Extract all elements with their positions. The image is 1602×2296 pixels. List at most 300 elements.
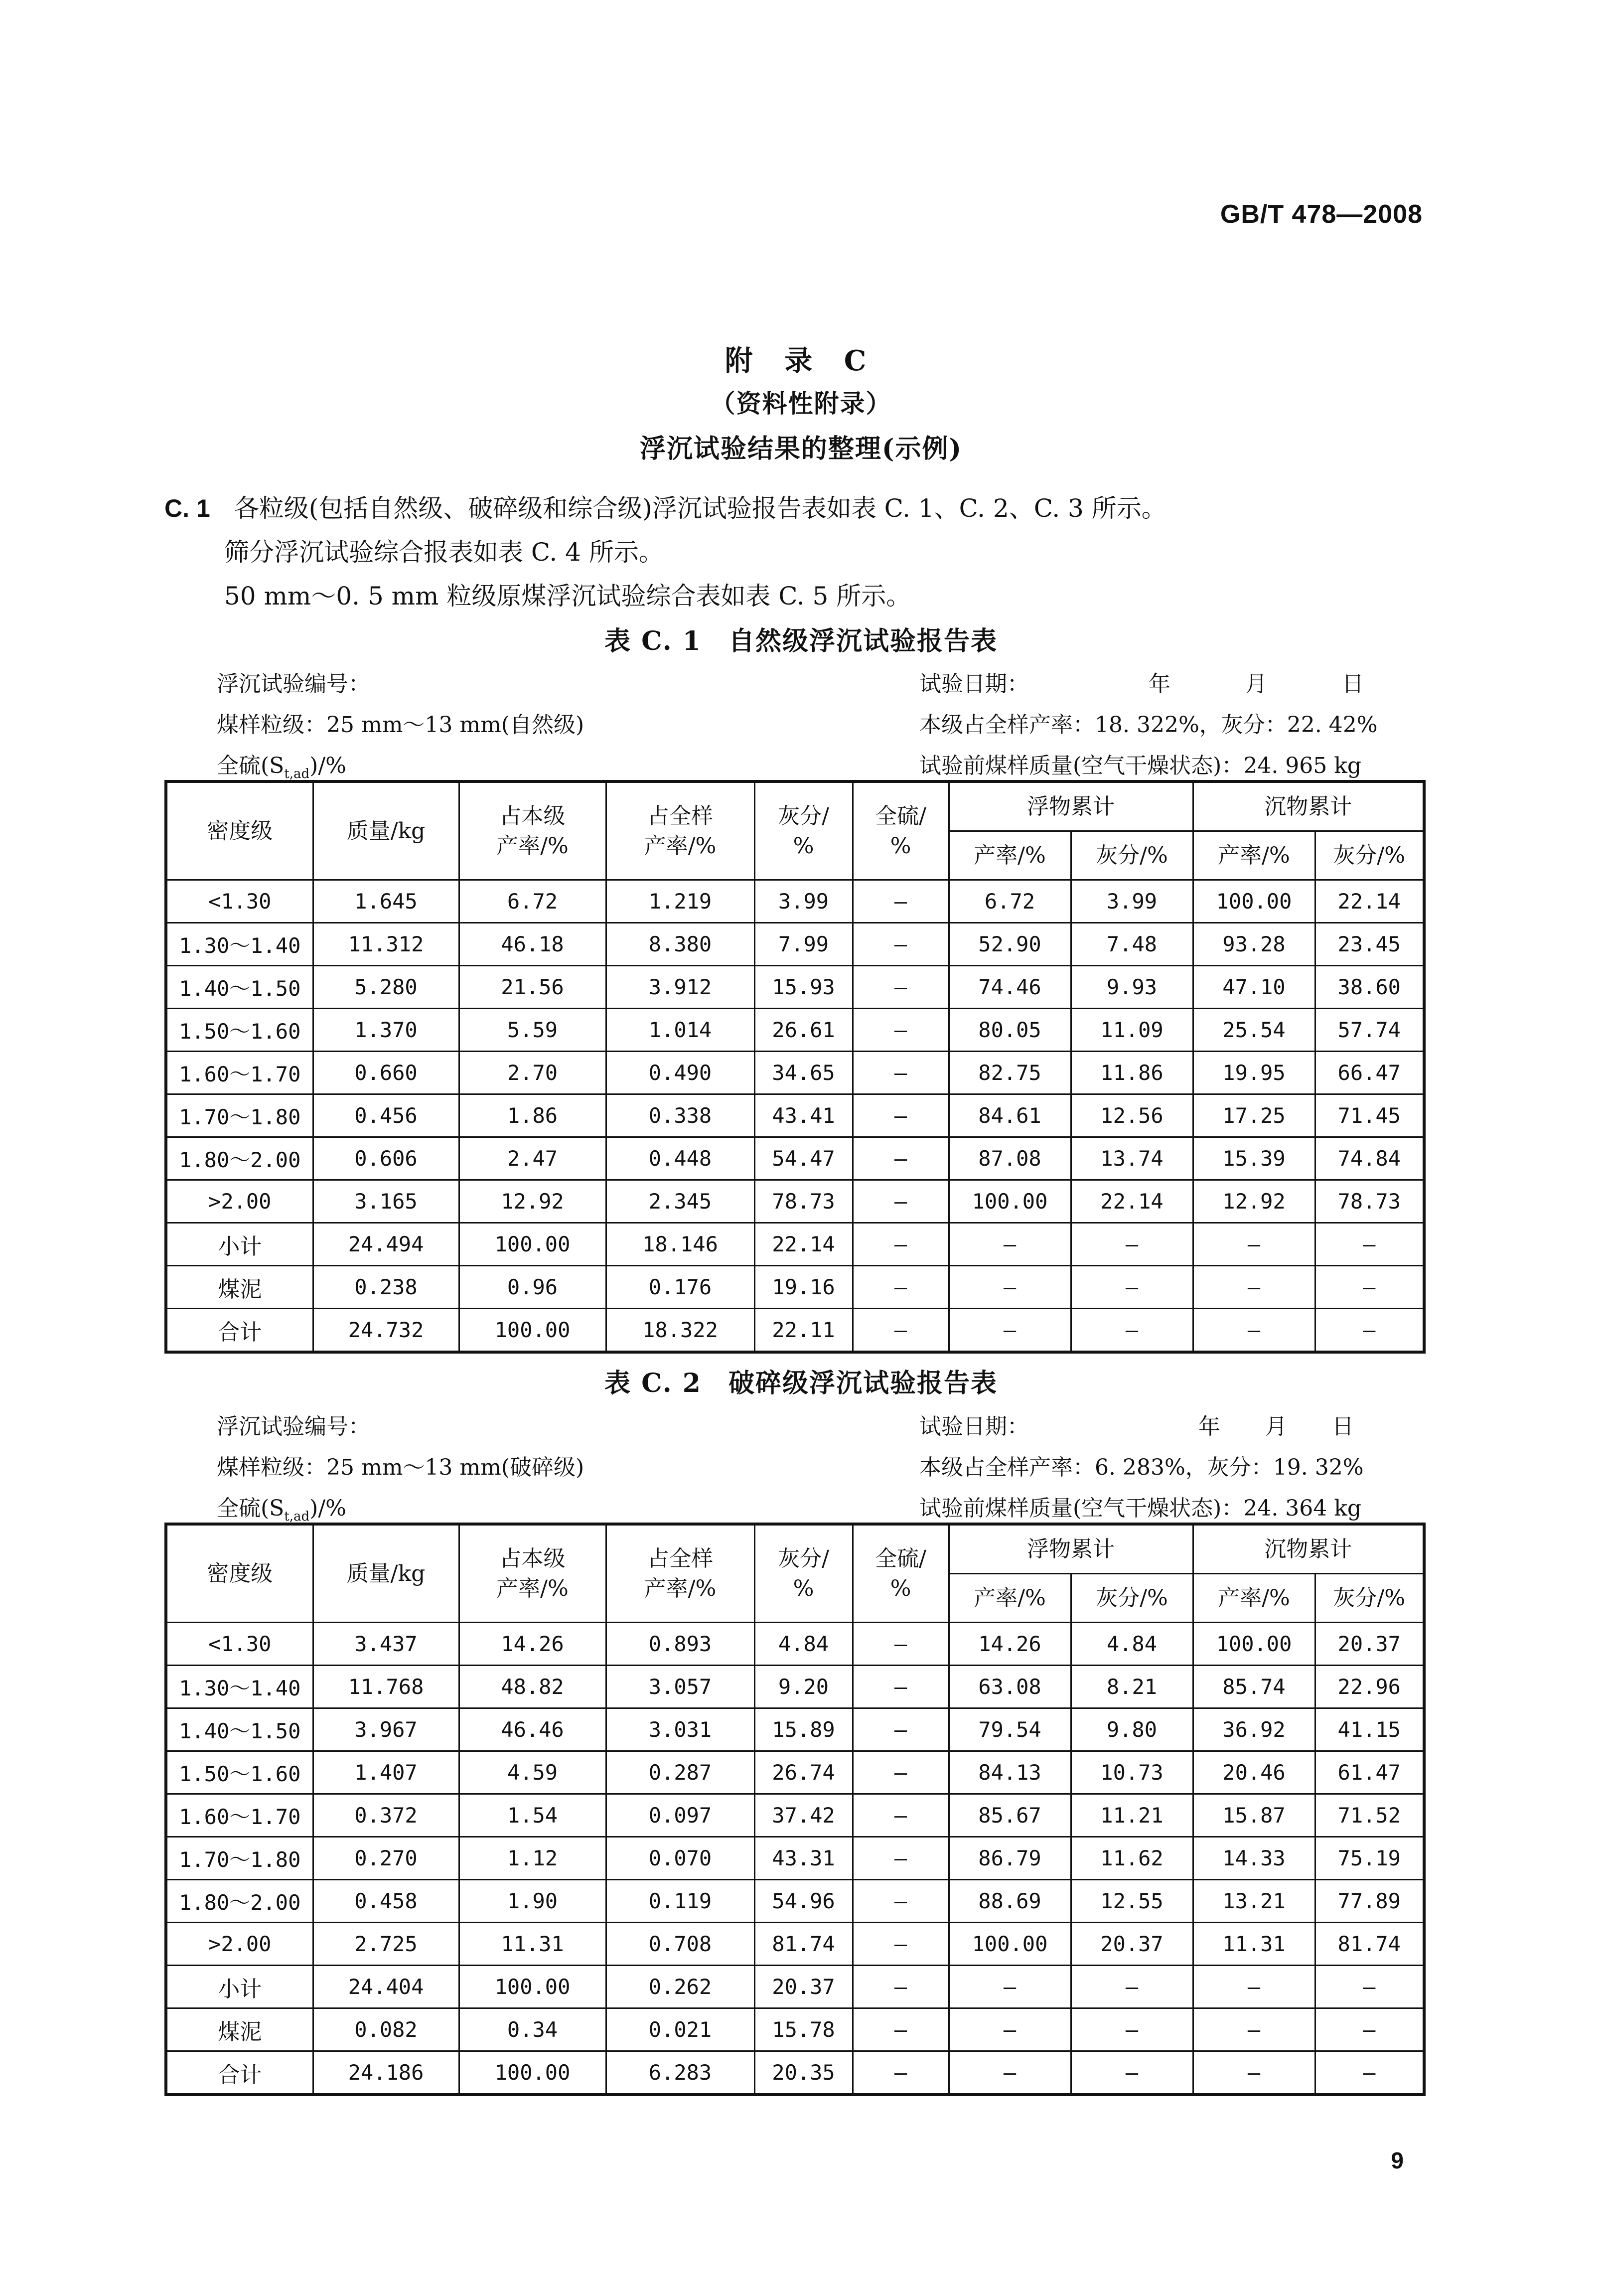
table-cell: 34.65 — [754, 1052, 853, 1094]
table-cell: 93.28 — [1193, 923, 1315, 966]
table-cell: 13.21 — [1193, 1880, 1315, 1923]
table-cell: 11.312 — [313, 923, 459, 966]
row-label: 合计 — [166, 2051, 313, 2095]
table-cell: 81.74 — [1315, 1923, 1424, 1966]
table-cell: 63.08 — [949, 1666, 1071, 1708]
table-cell: 3.165 — [313, 1180, 459, 1223]
table1-sulfur-label — [217, 748, 346, 781]
table-cell: — — [949, 1966, 1071, 2008]
table2-test-date-label: 试验日期： — [919, 1414, 1029, 1439]
document-code: GB/T 478—2008 — [1220, 200, 1423, 229]
table-cell: 5.280 — [313, 966, 459, 1009]
table-cell: — — [853, 1180, 949, 1223]
table-cell: 0.176 — [606, 1266, 754, 1309]
table-cell: 14.26 — [459, 1623, 606, 1666]
table-cell: 11.62 — [1071, 1837, 1193, 1880]
table-cell: 6.72 — [949, 880, 1071, 923]
table-cell: 26.61 — [754, 1009, 853, 1052]
table-cell: 20.46 — [1193, 1751, 1315, 1794]
table-cell: — — [853, 1052, 949, 1094]
table-cell: 81.74 — [754, 1923, 853, 1966]
table-row — [166, 1094, 1424, 1137]
table-cell: — — [853, 1223, 949, 1266]
table-cell: 10.73 — [1071, 1751, 1193, 1794]
table-cell: 2.345 — [606, 1180, 754, 1223]
table-cell: 1.370 — [313, 1009, 459, 1052]
table-cell: — — [853, 1837, 949, 1880]
table-row — [166, 1309, 1424, 1353]
table-cell: — — [1071, 1966, 1193, 2008]
table-cell: 77.89 — [1315, 1880, 1424, 1923]
table-cell: 66.47 — [1315, 1052, 1424, 1094]
table-cell: 78.73 — [754, 1180, 853, 1223]
table-cell: — — [853, 1666, 949, 1708]
header-sulfur: 全硫/ % — [853, 1524, 949, 1623]
header-float-yield: 产率/% — [949, 831, 1071, 880]
table-cell: 9.20 — [754, 1666, 853, 1708]
table-cell: — — [1315, 1266, 1424, 1309]
table1-month: 月 — [1245, 671, 1267, 697]
row-label: 1.40～1.50 — [166, 966, 313, 1009]
table-cell: 20.35 — [754, 2051, 853, 2095]
row-label: 1.40～1.50 — [166, 1708, 313, 1751]
table-cell: — — [853, 2008, 949, 2051]
row-label: 1.70～1.80 — [166, 1837, 313, 1880]
header-float-yield: 产率/% — [949, 1574, 1071, 1623]
table-row — [166, 1966, 1424, 2008]
table-cell: 0.372 — [313, 1794, 459, 1837]
table-cell: 3.99 — [1071, 880, 1193, 923]
table2-sulfur-label — [217, 1490, 346, 1524]
table-cell: — — [853, 1623, 949, 1666]
table-cell: 18.322 — [606, 1309, 754, 1353]
table-cell: 61.47 — [1315, 1751, 1424, 1794]
table-cell: 84.61 — [949, 1094, 1071, 1137]
header-mass: 质量/kg — [313, 781, 459, 880]
table-cell: 24.404 — [313, 1966, 459, 2008]
table-cell: 22.96 — [1315, 1666, 1424, 1708]
table-cell: 5.59 — [459, 1009, 606, 1052]
table-cell: 100.00 — [459, 2051, 606, 2095]
table1-year: 年 — [1149, 671, 1170, 697]
table-cell: 3.437 — [313, 1623, 459, 1666]
table-cell: — — [853, 1751, 949, 1794]
table-cell: — — [853, 1966, 949, 2008]
table-cell: 20.37 — [1071, 1923, 1193, 1966]
table-cell: 15.39 — [1193, 1137, 1315, 1180]
table-cell: 0.490 — [606, 1052, 754, 1094]
table-cell: — — [1315, 1966, 1424, 2008]
table-cell: 57.74 — [1315, 1009, 1424, 1052]
table-row — [166, 1180, 1424, 1223]
row-label: 1.30～1.40 — [166, 923, 313, 966]
clause-line-3: 50 mm～0. 5 mm 粒级原煤浮沉试验综合表如表 C. 5 所示。 — [224, 582, 911, 611]
header-level-yield: 占本级 产率/% — [459, 781, 606, 880]
table2 — [164, 1523, 1426, 2096]
table-cell: — — [853, 1923, 949, 1966]
table2-pre-mass: 试验前煤样质量(空气干燥状态)：24. 364 kg — [919, 1496, 1362, 1521]
table-row — [166, 1923, 1424, 1966]
header-total-yield: 占全样 产率/% — [606, 781, 754, 880]
table-cell: 11.768 — [313, 1666, 459, 1708]
header-sink-yield: 产率/% — [1193, 1574, 1315, 1623]
table-cell: 3.912 — [606, 966, 754, 1009]
table-cell: — — [853, 966, 949, 1009]
table-cell: 26.74 — [754, 1751, 853, 1794]
table-cell: 71.45 — [1315, 1094, 1424, 1137]
table-cell: 0.34 — [459, 2008, 606, 2051]
table-cell: 1.86 — [459, 1094, 606, 1137]
row-label: 1.80～2.00 — [166, 1880, 313, 1923]
table-cell: — — [853, 1309, 949, 1353]
table-cell: 15.93 — [754, 966, 853, 1009]
table-cell: 22.14 — [1071, 1180, 1193, 1223]
header-sink-cum: 沉物累计 — [1193, 781, 1424, 831]
header-float-ash: 灰分/% — [1071, 1574, 1193, 1623]
table-cell: 88.69 — [949, 1880, 1071, 1923]
table1-test-date-label: 试验日期： — [919, 671, 1029, 697]
clause-number: C. 1 — [164, 494, 210, 522]
table-cell: 79.54 — [949, 1708, 1071, 1751]
table-cell: 3.967 — [313, 1708, 459, 1751]
table-cell: — — [1193, 1966, 1315, 2008]
table-cell: — — [853, 1266, 949, 1309]
table-row — [166, 923, 1424, 966]
table-cell: 1.645 — [313, 880, 459, 923]
row-label: 1.30～1.40 — [166, 1666, 313, 1708]
table-cell: — — [1193, 1223, 1315, 1266]
table-cell: 100.00 — [949, 1180, 1071, 1223]
table-cell: 24.494 — [313, 1223, 459, 1266]
table-cell: 0.448 — [606, 1137, 754, 1180]
table-cell: 20.37 — [1315, 1623, 1424, 1666]
table-cell: 52.90 — [949, 923, 1071, 966]
table2-test-date — [919, 1408, 1354, 1440]
appendix-title: 附 录 C — [725, 344, 877, 377]
table-cell: — — [949, 1266, 1071, 1309]
header-level-yield: 占本级 产率/% — [459, 1524, 606, 1623]
row-label: 1.60～1.70 — [166, 1794, 313, 1837]
table2-title: 表 C. 2 破碎级浮沉试验报告表 — [604, 1368, 998, 1398]
table-cell: 7.48 — [1071, 923, 1193, 966]
header-float-cum: 浮物累计 — [949, 1524, 1193, 1574]
table-row — [166, 1266, 1424, 1309]
table1-sulfur-unit: )/% — [309, 753, 346, 778]
header-density: 密度级 — [166, 781, 313, 880]
table-cell: — — [853, 1009, 949, 1052]
table-cell: 0.082 — [313, 2008, 459, 2051]
row-label: 合计 — [166, 1309, 313, 1353]
clause-line-1 — [164, 488, 1166, 524]
table1 — [164, 780, 1426, 1354]
table1-test-date — [919, 666, 1364, 698]
header-mass: 质量/kg — [313, 1524, 459, 1623]
table-cell: 1.407 — [313, 1751, 459, 1794]
table-cell: 0.119 — [606, 1880, 754, 1923]
table-cell: 2.70 — [459, 1052, 606, 1094]
table-cell: — — [1193, 1309, 1315, 1353]
row-label: >2.00 — [166, 1923, 313, 1966]
table-cell: 15.89 — [754, 1708, 853, 1751]
table-cell: 36.92 — [1193, 1708, 1315, 1751]
table-cell: 0.708 — [606, 1923, 754, 1966]
table-cell: 1.12 — [459, 1837, 606, 1880]
table-cell: 12.56 — [1071, 1094, 1193, 1137]
table-cell: — — [853, 1094, 949, 1137]
table-cell: 20.37 — [754, 1966, 853, 2008]
table-cell: 0.456 — [313, 1094, 459, 1137]
table2-share: 本级占全样产率：6. 283%，灰分：19. 32% — [919, 1455, 1364, 1480]
table-cell: — — [1315, 2008, 1424, 2051]
table-cell: — — [949, 2008, 1071, 2051]
table-cell: — — [1071, 2051, 1193, 2095]
table-cell: 82.75 — [949, 1052, 1071, 1094]
table-row — [166, 966, 1424, 1009]
table-row — [166, 880, 1424, 923]
table-cell: 0.097 — [606, 1794, 754, 1837]
row-label: 1.60～1.70 — [166, 1052, 313, 1094]
table-cell: 6.72 — [459, 880, 606, 923]
table-cell: 100.00 — [459, 1223, 606, 1266]
table-cell: — — [853, 1880, 949, 1923]
table2-sulfur-unit: )/% — [309, 1496, 346, 1521]
table-cell: 1.219 — [606, 880, 754, 923]
clause-text-1: 各粒级(包括自然级、破碎级和综合级)浮沉试验报告表如表 C. 1、C. 2、C. 3 所示。 — [234, 494, 1166, 523]
table-cell: 4.59 — [459, 1751, 606, 1794]
table-cell: 21.56 — [459, 966, 606, 1009]
row-label: 煤泥 — [166, 1266, 313, 1309]
row-label: >2.00 — [166, 1180, 313, 1223]
table-cell: 1.014 — [606, 1009, 754, 1052]
table-cell: 17.25 — [1193, 1094, 1315, 1137]
table-cell: 38.60 — [1315, 966, 1424, 1009]
table-cell: 3.99 — [754, 880, 853, 923]
row-label: 煤泥 — [166, 2008, 313, 2051]
table-cell: 37.42 — [754, 1794, 853, 1837]
table1-size: 煤样粒级：25 mm～13 mm(自然级) — [217, 712, 584, 738]
table-cell: — — [1315, 1309, 1424, 1353]
row-label: 1.50～1.60 — [166, 1751, 313, 1794]
table-cell: 43.31 — [754, 1837, 853, 1880]
table-row — [166, 1708, 1424, 1751]
table2-body — [166, 1623, 1424, 2095]
table-cell: 0.262 — [606, 1966, 754, 2008]
table1-body — [166, 880, 1424, 1353]
table-cell: — — [1193, 2051, 1315, 2095]
table-cell: 24.732 — [313, 1309, 459, 1353]
table-cell: 23.45 — [1315, 923, 1424, 966]
table-cell: 19.95 — [1193, 1052, 1315, 1094]
header-ash: 灰分/ % — [754, 781, 853, 880]
table-cell: — — [1071, 1309, 1193, 1353]
table-cell: 14.26 — [949, 1623, 1071, 1666]
table-cell: 54.47 — [754, 1137, 853, 1180]
table-cell: 0.458 — [313, 1880, 459, 1923]
table-cell: 75.19 — [1315, 1837, 1424, 1880]
table-cell: — — [1193, 2008, 1315, 2051]
table-cell: 11.31 — [459, 1923, 606, 1966]
table-cell: 43.41 — [754, 1094, 853, 1137]
row-label: 1.70～1.80 — [166, 1094, 313, 1137]
table2-day: 日 — [1332, 1414, 1354, 1439]
table-cell: 4.84 — [1071, 1623, 1193, 1666]
header-sink-ash: 灰分/% — [1315, 1574, 1424, 1623]
page-number: 9 — [1391, 2147, 1404, 2173]
table-row — [166, 1794, 1424, 1837]
table-cell: 22.14 — [1315, 880, 1424, 923]
header-sink-yield: 产率/% — [1193, 831, 1315, 880]
table-row — [166, 2008, 1424, 2051]
table-cell: 46.18 — [459, 923, 606, 966]
table-row — [166, 1751, 1424, 1794]
table-cell: 71.52 — [1315, 1794, 1424, 1837]
table-cell: 1.90 — [459, 1880, 606, 1923]
table-cell: 100.00 — [1193, 880, 1315, 923]
table-cell: 11.31 — [1193, 1923, 1315, 1966]
table-cell: 100.00 — [459, 1309, 606, 1353]
table-cell: 0.660 — [313, 1052, 459, 1094]
table-cell: 48.82 — [459, 1666, 606, 1708]
table-row — [166, 1623, 1424, 1666]
header-sink-cum: 沉物累计 — [1193, 1524, 1424, 1574]
table-cell: 84.13 — [949, 1751, 1071, 1794]
table-cell: 47.10 — [1193, 966, 1315, 1009]
table-cell: — — [949, 1309, 1071, 1353]
table-cell: 41.15 — [1315, 1708, 1424, 1751]
table-cell: 85.67 — [949, 1794, 1071, 1837]
table-cell: 74.84 — [1315, 1137, 1424, 1180]
table-cell: 0.070 — [606, 1837, 754, 1880]
table-cell: 7.99 — [754, 923, 853, 966]
table-cell: 8.21 — [1071, 1666, 1193, 1708]
table-cell: 11.21 — [1071, 1794, 1193, 1837]
table-cell: 9.93 — [1071, 966, 1193, 1009]
table-cell: 11.86 — [1071, 1052, 1193, 1094]
header-total-yield: 占全样 产率/% — [606, 1524, 754, 1623]
table-cell: — — [1193, 1266, 1315, 1309]
table1-sulfur-symbol: 全硫(S — [217, 753, 285, 778]
table2-year: 年 — [1198, 1414, 1220, 1439]
table-row — [166, 1880, 1424, 1923]
table-cell: 8.380 — [606, 923, 754, 966]
table2-test-no: 浮沉试验编号： — [217, 1414, 370, 1439]
row-label: <1.30 — [166, 1623, 313, 1666]
table-cell: 0.238 — [313, 1266, 459, 1309]
table-cell: — — [1071, 1223, 1193, 1266]
row-label: 小计 — [166, 1223, 313, 1266]
table-cell: 9.80 — [1071, 1708, 1193, 1751]
table-cell: 15.87 — [1193, 1794, 1315, 1837]
table1-title: 表 C. 1 自然级浮沉试验报告表 — [604, 626, 998, 656]
appendix-main-title: 浮沉试验结果的整理(示例) — [639, 434, 963, 464]
table-row — [166, 1837, 1424, 1880]
table2-sulfur-symbol: 全硫(S — [217, 1496, 285, 1521]
table-cell: — — [853, 923, 949, 966]
table-cell: — — [853, 1794, 949, 1837]
table-cell: 86.79 — [949, 1837, 1071, 1880]
table-cell: 0.96 — [459, 1266, 606, 1309]
header-sink-ash: 灰分/% — [1315, 831, 1424, 880]
table-cell: 87.08 — [949, 1137, 1071, 1180]
table-cell: 3.031 — [606, 1708, 754, 1751]
table2-sulfur-subscript: t,ad — [284, 1509, 310, 1524]
table-cell: 22.11 — [754, 1309, 853, 1353]
table-cell: 0.338 — [606, 1094, 754, 1137]
table-cell: 13.74 — [1071, 1137, 1193, 1180]
table2-size: 煤样粒级：25 mm～13 mm(破碎级) — [217, 1455, 584, 1480]
table-cell: 18.146 — [606, 1223, 754, 1266]
table-cell: — — [853, 2051, 949, 2095]
table-cell: — — [1071, 2008, 1193, 2051]
table-row — [166, 1052, 1424, 1094]
table-cell: 4.84 — [754, 1623, 853, 1666]
table-cell: 0.287 — [606, 1751, 754, 1794]
table-cell: 12.92 — [1193, 1180, 1315, 1223]
clause-line-2: 筛分浮沉试验综合报表如表 C. 4 所示。 — [224, 538, 664, 567]
table-cell: — — [853, 880, 949, 923]
table-cell: 100.00 — [949, 1923, 1071, 1966]
table-cell: 19.16 — [754, 1266, 853, 1309]
table-row — [166, 1137, 1424, 1180]
appendix-subtitle: （资料性附录） — [710, 389, 892, 418]
table-cell: 1.54 — [459, 1794, 606, 1837]
table-cell: — — [853, 1137, 949, 1180]
table-cell: 78.73 — [1315, 1180, 1424, 1223]
table-row — [166, 1223, 1424, 1266]
table-cell: 12.92 — [459, 1180, 606, 1223]
table-cell: 2.47 — [459, 1137, 606, 1180]
table1-sulfur-subscript: t,ad — [284, 766, 310, 781]
table-cell: 0.606 — [313, 1137, 459, 1180]
table-cell: 80.05 — [949, 1009, 1071, 1052]
table-row — [166, 1009, 1424, 1052]
table-cell: 24.186 — [313, 2051, 459, 2095]
table-cell: 12.55 — [1071, 1880, 1193, 1923]
table-cell: 22.14 — [754, 1223, 853, 1266]
row-label: 1.50～1.60 — [166, 1009, 313, 1052]
table-cell: 54.96 — [754, 1880, 853, 1923]
table1-share: 本级占全样产率：18. 322%，灰分：22. 42% — [919, 712, 1378, 738]
table-cell: — — [1315, 2051, 1424, 2095]
table-row — [166, 2051, 1424, 2095]
table-cell: — — [1071, 1266, 1193, 1309]
row-label: 小计 — [166, 1966, 313, 2008]
table1-pre-mass: 试验前煤样质量(空气干燥状态)：24. 965 kg — [919, 753, 1362, 778]
table1-test-no: 浮沉试验编号： — [217, 671, 370, 697]
table-cell: 100.00 — [1193, 1623, 1315, 1666]
table2-month: 月 — [1265, 1414, 1287, 1439]
table-cell: 14.33 — [1193, 1837, 1315, 1880]
header-density: 密度级 — [166, 1524, 313, 1623]
row-label: 1.80～2.00 — [166, 1137, 313, 1180]
table-cell: 15.78 — [754, 2008, 853, 2051]
table-cell: 0.893 — [606, 1623, 754, 1666]
header-float-ash: 灰分/% — [1071, 831, 1193, 880]
table-cell: 74.46 — [949, 966, 1071, 1009]
table-cell: — — [1315, 1223, 1424, 1266]
table-cell: 0.270 — [313, 1837, 459, 1880]
table-cell: 100.00 — [459, 1966, 606, 2008]
table-cell: 3.057 — [606, 1666, 754, 1708]
header-ash: 灰分/ % — [754, 1524, 853, 1623]
table-cell: 25.54 — [1193, 1009, 1315, 1052]
table-cell: 11.09 — [1071, 1009, 1193, 1052]
table-cell: — — [949, 2051, 1071, 2095]
row-label: <1.30 — [166, 880, 313, 923]
table-cell: — — [949, 1223, 1071, 1266]
table1-day: 日 — [1342, 671, 1364, 697]
table-cell: 2.725 — [313, 1923, 459, 1966]
